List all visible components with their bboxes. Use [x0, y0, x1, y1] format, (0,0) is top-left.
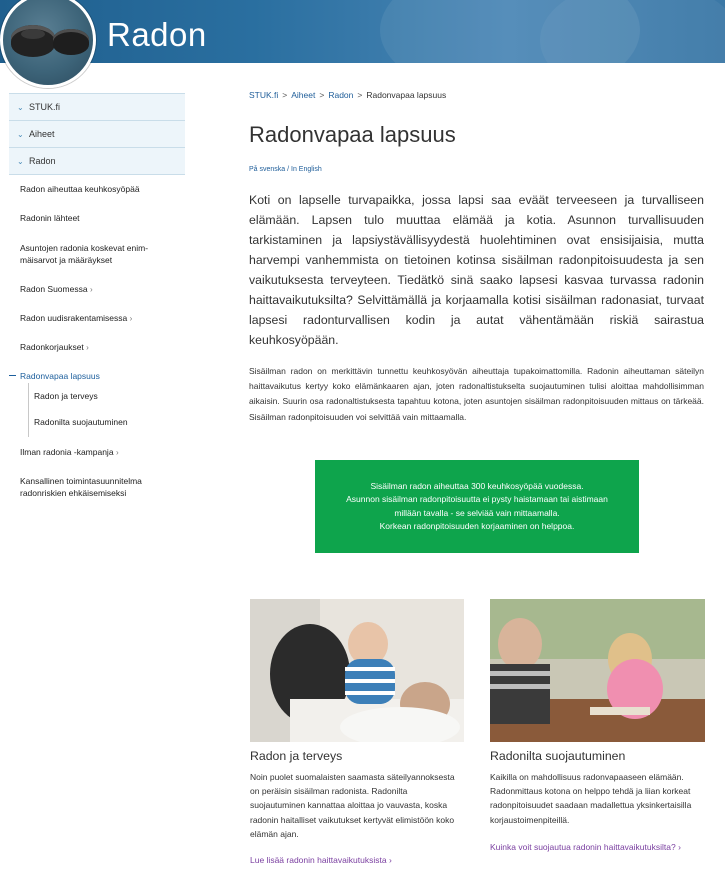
radon-detector-image — [53, 29, 89, 55]
sidebar-item-radon[interactable] — [9, 148, 185, 175]
sidebar-item-label: Radon uudisrakentamisessa — [20, 313, 128, 323]
sidebar-item-radonin-lahteet[interactable] — [20, 212, 80, 224]
card-link[interactable] — [250, 855, 392, 865]
highlight-line: Korkean radonpitoisuuden korjaaminen on helppoa. — [379, 521, 575, 531]
radon-detector-logo[interactable] — [0, 0, 96, 88]
card-title[interactable]: Radon ja terveys — [250, 749, 343, 763]
sidebar-item-label: mäisarvot ja määräykset — [20, 255, 113, 265]
site-title[interactable]: Radon — [107, 16, 207, 53]
breadcrumb-separator: > — [319, 90, 325, 100]
sidebar-item-label: STUK.fi — [29, 102, 61, 112]
active-indicator — [9, 375, 16, 376]
sidebar-item-label: Radonilta suojautuminen — [34, 417, 128, 427]
language-links[interactable]: På svenska / In English — [249, 166, 322, 173]
card-text: Noin puolet suomalaisten saamasta säteilyannoksesta on peräisin sisäilman radonista. Radonilta suojautuminen kannattaa aloittaa jo vauvasta, koska radonin haitalliset vaikutukset kertyvät elimistöön koko elämän ajan. — [250, 772, 455, 839]
card-image-parent-and-baby[interactable] — [250, 599, 464, 742]
sidebar-item-label: Radonvapaa lapsuus — [20, 371, 100, 381]
sidebar-item-label: Radon aiheuttaa keuhkosyöpää — [20, 184, 140, 194]
sidebar-item-label: radonriskien ehkäisemiseksi — [20, 488, 127, 498]
chevron-right-icon: › — [86, 343, 89, 352]
sidebar-item-stuk[interactable] — [9, 93, 185, 121]
sidebar-subitem-suojautuminen[interactable] — [34, 417, 128, 427]
sidebar-item-radon-suomessa[interactable] — [20, 283, 93, 296]
sidebar-subitem-radon-ja-terveys[interactable] — [34, 391, 98, 401]
body-paragraph: Sisäilman radon on merkittävin tunnettu keuhkosyövän aiheuttaja tupakoimattomilla. Radonin aiheuttaman säteilyn haittavaikutus kertyy koko elämänkaaren ajan, joten radonaltistukselta suojautuminen tulisi aloittaa mahdollisimman aikaisin. Suurin osa radonaltistuksesta tapahtuu kotona, joten asuntojen sisäilman radonpitoisuuden mittaus on tärkeää. Sisäilman radonpitoisuuden voi selvittää vain mittaamalla. — [249, 366, 704, 422]
sidebar-item-label: Radonkorjaukset — [20, 342, 84, 352]
sidebar-item-uudisrakentaminen[interactable] — [20, 312, 132, 325]
header-decoration — [540, 0, 725, 63]
card-link-label: Kuinka voit suojautua radonin haittavaikutuksilta? — [490, 842, 676, 852]
chevron-right-icon: › — [89, 285, 93, 294]
sidebar-nav — [9, 93, 185, 175]
highlight-box — [315, 460, 639, 553]
breadcrumb-link[interactable]: Aiheet — [291, 90, 316, 100]
highlight-line: millään tavalla - se selviää vain mittaamalla. — [394, 507, 560, 518]
card-link[interactable] — [490, 842, 681, 852]
sidebar-item-label: Ilman radonia -kampanja — [20, 447, 114, 457]
sidebar-item-enimmaisarvot[interactable] — [20, 242, 148, 266]
breadcrumb-current: Radonvapaa lapsuus — [366, 90, 447, 100]
card-link-label: Lue lisää radonin haittavaikutuksista — [250, 855, 387, 865]
sidebar-item-ilman-radonia[interactable] — [20, 446, 119, 459]
sidebar-item-label: Radon — [29, 156, 56, 166]
sidebar-item-label: Radon Suomessa — [20, 284, 88, 294]
sidebar-item-label: Kansallinen toimintasuunnitelma — [20, 476, 142, 486]
girl-and-grandfather-photo — [490, 599, 705, 742]
breadcrumb-link[interactable]: Radon — [328, 90, 354, 100]
card-image-girl-and-grandfather[interactable] — [490, 599, 705, 742]
chevron-right-icon: › — [115, 448, 119, 457]
card-text: Kaikilla on mahdollisuus radonvapaaseen elämään. Radonmittaus kotona on helppo tehdä ja liian korkeat radonpitoisuudet saadaan madallettua yksinkertaisilla korjaustoimenpiteillä. — [490, 772, 692, 825]
breadcrumb-separator: > — [282, 90, 288, 100]
chevron-right-icon: › — [678, 842, 681, 852]
sidebar-item-radon-aiheuttaa[interactable] — [20, 183, 140, 195]
chevron-down-icon: ⌄ — [17, 157, 24, 166]
breadcrumb-separator: > — [357, 90, 363, 100]
subnav-divider — [28, 383, 29, 437]
parent-and-baby-photo — [250, 599, 464, 742]
site-header — [0, 0, 725, 63]
page-title: Radonvapaa lapsuus — [249, 122, 456, 147]
sidebar-item-label: Radon ja terveys — [34, 391, 98, 401]
sidebar-item-toimintasuunnitelma[interactable] — [20, 475, 142, 499]
sidebar-item-label: Radonin lähteet — [20, 213, 80, 223]
chevron-down-icon: ⌄ — [17, 130, 24, 139]
card-title[interactable]: Radonilta suojautuminen — [490, 749, 626, 763]
sidebar-item-aiheet[interactable] — [9, 121, 185, 148]
lead-paragraph: Koti on lapselle turvapaikka, jossa lapsi saa eväät terveeseen ja turvalliseen elämään. Lapsen tulo muuttaa elämää ja kotia. Asunnon turvallisuuden tarkistaminen ja lapsiystävällisyydestä huolehtiminen ovat ensisijaisia, mutta harvempi vanhemmista on tietoinen kotinsa sisäilman radonpitoisuudesta ja sen vaikutuksesta terveyteen. Tiedätkö sinä saako lapsesi kasvaa turvassa radonin haittavaikutuksilta? Selvittämällä ja korjaamalla kotisi sisäilman radonasiat, turvaat lapsesi radonturvallisen kodin ja autat vähentämään riskiä sairastua keuhkosyöpään. — [249, 193, 704, 347]
sidebar-item-label: Aiheet — [29, 129, 55, 139]
highlight-line: Sisäilman radon aiheuttaa 300 keuhkosyöpää vuodessa. — [370, 480, 584, 491]
breadcrumb-link[interactable]: STUK.fi — [249, 90, 279, 100]
chevron-right-icon: › — [388, 855, 392, 865]
sidebar-item-radonvapaa-lapsuus[interactable] — [20, 370, 100, 382]
chevron-right-icon: › — [129, 314, 133, 323]
highlight-line: Asunnon sisäilman radonpitoisuutta ei pysty haistamaan tai aistimaan — [346, 494, 608, 504]
breadcrumb — [249, 90, 446, 100]
chevron-down-icon: ⌄ — [17, 103, 24, 112]
sidebar-item-label: Asuntojen radonia koskevat enim- — [20, 243, 149, 253]
sidebar-item-radonkorjaukset[interactable] — [20, 341, 89, 354]
radon-detector-image — [11, 25, 55, 57]
